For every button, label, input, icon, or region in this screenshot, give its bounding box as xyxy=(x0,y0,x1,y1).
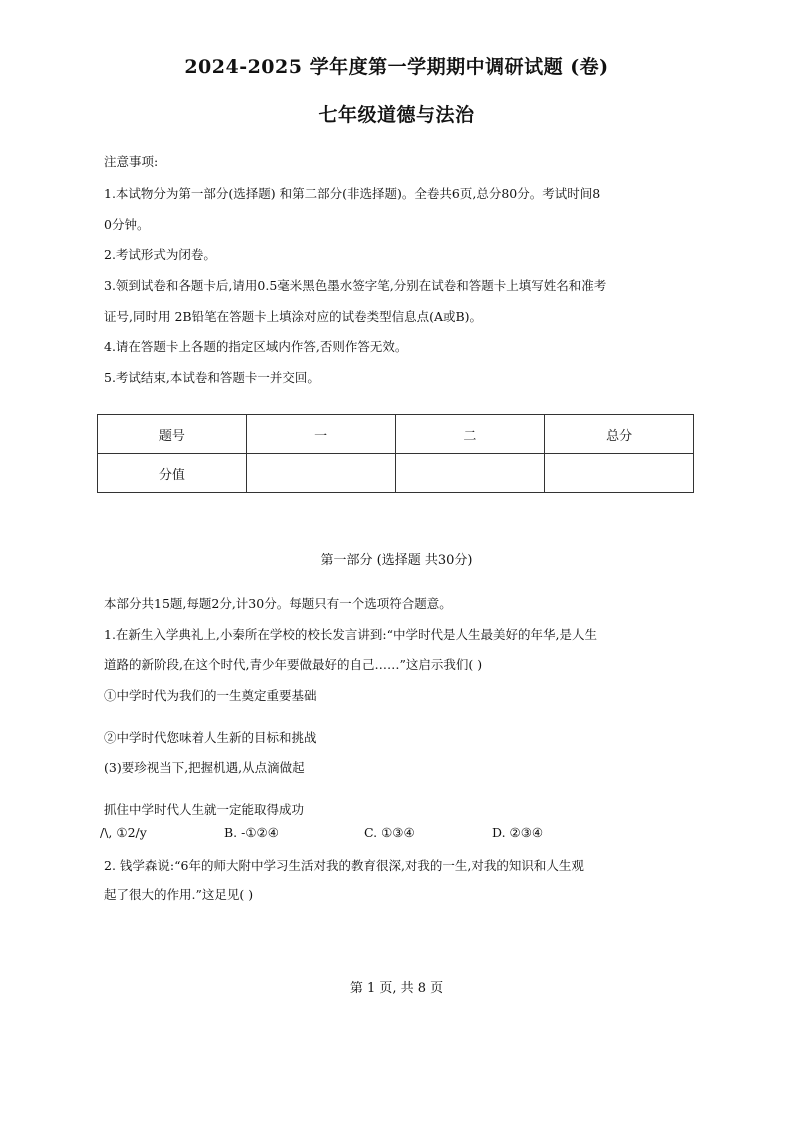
table-cell[interactable] xyxy=(545,454,694,493)
table-row xyxy=(98,415,694,454)
notice-line: 4.请在答题卡上各题的指定区域内作答,否则作答无效。 xyxy=(104,339,408,354)
question-1-statement: ②中学时代您味着人生新的目标和挑战 xyxy=(104,730,317,745)
table-row xyxy=(98,454,694,493)
option-d[interactable]: D. ②③④ xyxy=(492,825,544,840)
question-2-stem: 2. 钱学森说:“6年的师大附中学习生活对我的教育很深,对我的一生,对我的知识和人生观 xyxy=(104,858,584,873)
question-1-statement: (3)要珍视当下,把握机遇,从点滴做起 xyxy=(104,760,305,775)
score-table xyxy=(97,414,694,493)
table-cell: 二 xyxy=(395,415,545,454)
table-cell: 分值 xyxy=(98,454,247,493)
table-cell: 一 xyxy=(246,415,395,454)
notice-line: 1.本试物分为第一部分(选择题) 和第二部分(非选择题)。全卷共6页,总分80分。考试时间8 xyxy=(104,186,601,201)
question-1-statement: ①中学时代为我们的一生奠定重要基础 xyxy=(104,688,317,703)
page-footer: 第 1 页, 共 8 页 xyxy=(349,981,444,996)
question-1-stem: 1.在新生入学典礼上,小秦所在学校的校长发言讲到:“中学时代是人生最美好的年华,是人生 xyxy=(104,627,597,642)
exam-title: 2024-2025 学年度第一学期期中调研试题 (卷) xyxy=(184,56,609,78)
table-cell[interactable] xyxy=(246,454,395,493)
option-b[interactable]: B. -①②④ xyxy=(224,825,279,840)
section-heading: 第一部分 (选择题 共30分) xyxy=(320,553,473,568)
notice-heading: 注意事项: xyxy=(104,154,159,169)
section-intro: 本部分共15题,每题2分,计30分。每题只有一个选项符合题意。 xyxy=(104,596,452,611)
option-c[interactable]: C. ①③④ xyxy=(364,825,415,840)
notice-line: 3.领到试卷和各题卡后,请用0.5毫米黑色墨水签字笔,分别在试卷和答题卡上填写姓名和准考 xyxy=(104,278,607,293)
table-cell[interactable] xyxy=(395,454,545,493)
notice-line: 证号,同时用 2B铅笔在答题卡上填涂对应的试卷类型信息点(A或B)。 xyxy=(104,309,483,324)
notice-line: 5.考试结束,本试卷和答题卡一并交回。 xyxy=(104,370,320,385)
exam-subtitle: 七年级道德与法治 xyxy=(318,104,475,126)
question-1-statement: 抓住中学时代人生就一定能取得成功 xyxy=(104,802,305,817)
question-2-stem: 起了很大的作用.”这足见( ) xyxy=(104,887,254,902)
question-1-stem: 道路的新阶段,在这个时代,青少年要做最好的自己……”这启示我们( ) xyxy=(104,657,483,672)
table-cell: 总分 xyxy=(545,415,694,454)
notice-line: 0分钟。 xyxy=(104,217,150,232)
option-a[interactable]: /\, ①2/y xyxy=(100,825,147,840)
table-cell: 题号 xyxy=(98,415,247,454)
notice-line: 2.考试形式为闭卷。 xyxy=(104,247,216,262)
question-1-options xyxy=(100,825,543,840)
